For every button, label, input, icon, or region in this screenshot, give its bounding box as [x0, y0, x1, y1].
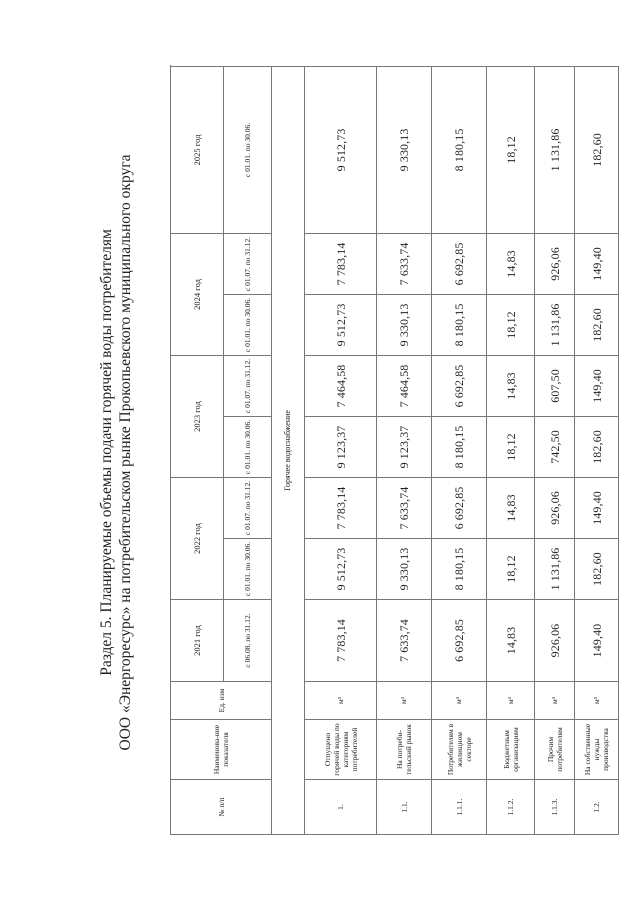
cell-value: 7 783,14	[305, 233, 377, 294]
cell-value: 8 180,15	[432, 416, 487, 477]
cell-value: 1 131,86	[535, 66, 575, 233]
cell-value: 14,83	[487, 600, 535, 682]
header-name: Наименова-ние показателя	[171, 720, 272, 780]
row-name: Прочим потребителям	[535, 720, 575, 780]
header-num: № п/п	[171, 780, 272, 835]
cell-value: 18,12	[487, 66, 535, 233]
cell-value: 14,83	[487, 233, 535, 294]
row-unit: м³	[305, 682, 377, 720]
cell-value: 6 692,85	[432, 233, 487, 294]
row-name: Потребителям в жилищном секторе	[432, 720, 487, 780]
document-subtitle: ООО «Энергоресурс» на потребительском рынке Прокопьевского муниципального округа	[117, 154, 134, 751]
header-period: с 01.01. по 30.06.	[224, 539, 272, 600]
cell-value: 149,40	[575, 355, 619, 416]
cell-value: 926,06	[535, 233, 575, 294]
cell-value: 182,60	[575, 416, 619, 477]
table-row	[535, 66, 575, 834]
row-unit: м³	[377, 682, 432, 720]
cell-value: 7 783,14	[305, 600, 377, 682]
header-year-2024: 2024 год	[171, 233, 224, 355]
cell-value: 1 131,86	[535, 294, 575, 355]
row-unit: м³	[432, 682, 487, 720]
cell-value: 6 692,85	[432, 600, 487, 682]
table-row	[305, 66, 377, 834]
row-num: 1.1.3.	[535, 780, 575, 835]
cell-value: 18,12	[487, 416, 535, 477]
header-year-2023: 2023 год	[171, 355, 224, 477]
cell-value: 8 180,15	[432, 294, 487, 355]
header-period: с 01.07. по 31.12.	[224, 233, 272, 294]
cell-value: 926,06	[535, 600, 575, 682]
cell-value: 182,60	[575, 66, 619, 233]
row-name: На собственные нужды производства	[575, 720, 619, 780]
section-row	[272, 66, 305, 834]
cell-value: 18,12	[487, 539, 535, 600]
cell-value: 7 783,14	[305, 477, 377, 538]
row-unit: м³	[535, 682, 575, 720]
header-period: с 01.07. по 31.12.	[224, 355, 272, 416]
cell-value: 607,50	[535, 355, 575, 416]
cell-value: 7 464,58	[377, 355, 432, 416]
table-row	[377, 66, 432, 834]
cell-value: 182,60	[575, 294, 619, 355]
cell-value: 742,50	[535, 416, 575, 477]
row-name: На потреби-тельский рынок	[377, 720, 432, 780]
cell-value: 149,40	[575, 233, 619, 294]
cell-value: 9 512,73	[305, 66, 377, 233]
document-title: Раздел 5. Планируемые объемы подачи горячей воды потребителям	[98, 229, 115, 676]
cell-value: 9 330,13	[377, 539, 432, 600]
header-row-years	[171, 66, 224, 834]
row-name: Отпущено горячей воды по категориям потребителей	[305, 720, 377, 780]
header-year-2025: 2025 год	[171, 66, 224, 233]
row-num: 1.1.1.	[432, 780, 487, 835]
row-num: 1.	[305, 780, 377, 835]
header-period: с 01.01. по 30.06.	[224, 66, 272, 233]
cell-value: 9 123,37	[305, 416, 377, 477]
row-num: 1.1.2.	[487, 780, 535, 835]
volumes-table	[170, 66, 619, 835]
cell-value: 7 633,74	[377, 600, 432, 682]
cell-value: 9 512,73	[305, 294, 377, 355]
cell-value: 1 131,86	[535, 539, 575, 600]
cell-value: 149,40	[575, 477, 619, 538]
header-period: с 01.01. по 30.06.	[224, 416, 272, 477]
cell-value: 149,40	[575, 600, 619, 682]
header-period: с 01.01. по 30.06.	[224, 294, 272, 355]
row-name: Бюджетным организациям	[487, 720, 535, 780]
header-unit: Ед. изм	[171, 682, 272, 720]
table-row	[575, 66, 619, 834]
cell-value: 182,60	[575, 539, 619, 600]
cell-value: 8 180,15	[432, 66, 487, 233]
cell-value: 7 464,58	[305, 355, 377, 416]
row-num: 1.1.	[377, 780, 432, 835]
cell-value: 6 692,85	[432, 355, 487, 416]
cell-value: 9 512,73	[305, 539, 377, 600]
cell-value: 8 180,15	[432, 539, 487, 600]
row-unit: м³	[575, 682, 619, 720]
cell-value: 926,06	[535, 477, 575, 538]
cell-value: 7 633,74	[377, 477, 432, 538]
cell-value: 6 692,85	[432, 477, 487, 538]
header-period: с 06.08. по 31.12.	[224, 600, 272, 682]
table-row	[487, 66, 535, 834]
section-label: Горячее водоснабжение	[272, 66, 305, 834]
cell-value: 9 330,13	[377, 66, 432, 233]
cell-value: 14,83	[487, 477, 535, 538]
row-num: 1.2.	[575, 780, 619, 835]
table-row	[432, 66, 487, 834]
row-unit: м³	[487, 682, 535, 720]
cell-value: 9 123,37	[377, 416, 432, 477]
cell-value: 18,12	[487, 294, 535, 355]
header-year-2022: 2022 год	[171, 477, 224, 599]
header-year-2021: 2021 год	[171, 600, 224, 682]
header-period: с 01.07. по 31.12.	[224, 477, 272, 538]
cell-value: 7 633,74	[377, 233, 432, 294]
cell-value: 9 330,13	[377, 294, 432, 355]
cell-value: 14,83	[487, 355, 535, 416]
